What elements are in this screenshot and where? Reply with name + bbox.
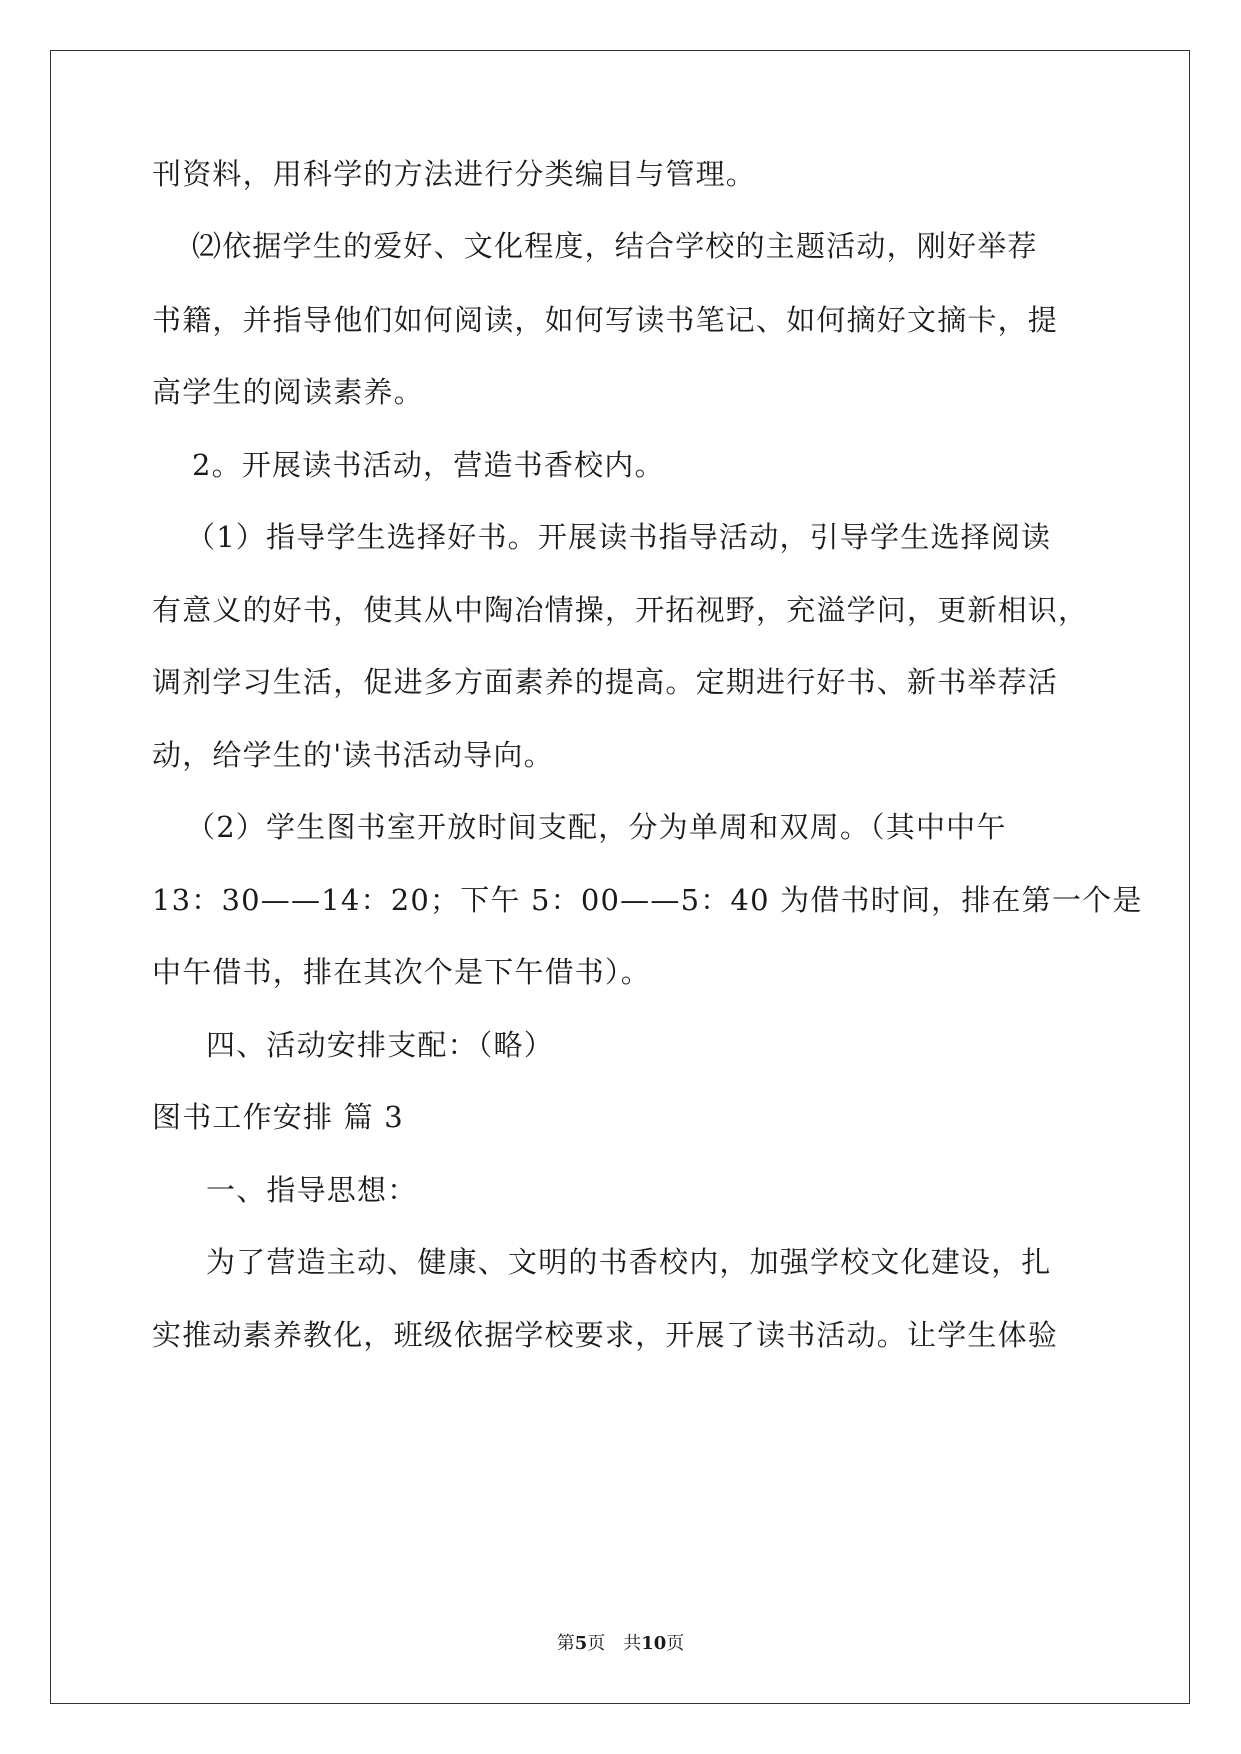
text-line: 2。开展读书活动，营造书香校内。	[192, 448, 665, 482]
text-line: 调剂学习生活，促进多方面素养的提高。定期进行好书、新书举荐活	[152, 665, 1059, 699]
footer-middle: 页 共	[587, 1633, 642, 1654]
total-pages-number: 10	[641, 1633, 667, 1654]
page-footer	[0, 1632, 1241, 1656]
text-line: 有意义的好书，使其从中陶冶情操，开拓视野，充溢学问，更新相识，	[152, 593, 1089, 627]
text-line: （2）学生图书室开放时间支配，分为单周和双周。（其中中午	[186, 810, 1007, 844]
text-line: 一、指导思想：	[206, 1173, 418, 1207]
section-heading: 图书工作安排 篇 3	[152, 1100, 404, 1134]
text-line: ⑵依据学生的爱好、文化程度，结合学校的主题活动，刚好举荐	[192, 229, 1038, 263]
text-line: （1）指导学生选择好书。开展读书指导活动，引导学生选择阅读	[186, 520, 1052, 554]
text-line: 为了营造主动、健康、文明的书香校内，加强学校文化建设，扎	[206, 1245, 1052, 1279]
text-line: 实推动素养教化，班级依据学校要求，开展了读书活动。让学生体验	[152, 1318, 1059, 1352]
footer-prefix: 第	[556, 1633, 575, 1654]
page-border	[50, 50, 1190, 1704]
footer-suffix: 页	[666, 1633, 685, 1654]
text-line: 书籍，并指导他们如何阅读，如何写读书笔记、如何摘好文摘卡，提	[152, 303, 1059, 337]
text-line: 动，给学生的'读书活动导向。	[152, 738, 554, 772]
text-line: 中午借书，排在其次个是下午借书）。	[152, 955, 651, 989]
text-line: 四、活动安排支配：（略）	[206, 1028, 554, 1062]
text-line: 刊资料，用科学的方法进行分类编目与管理。	[152, 157, 757, 191]
text-line: 13：30——14：20；下午 5：00——5：40 为借书时间，排在第一个是	[152, 883, 1143, 917]
current-page-number: 5	[574, 1633, 588, 1654]
text-line: 高学生的阅读素养。	[152, 375, 424, 409]
